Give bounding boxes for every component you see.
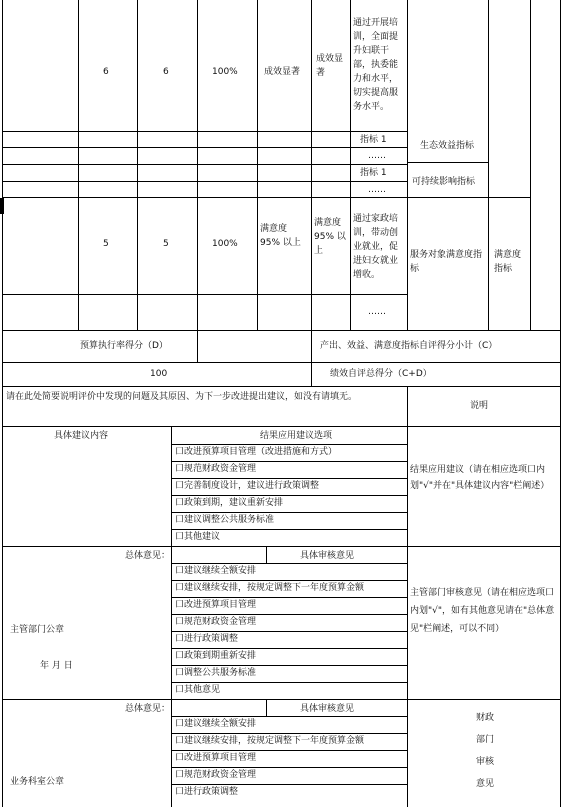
suggestion-option-2[interactable]: 口完善制度设计，建议进行政策调整: [175, 481, 320, 491]
service-satisfaction-label: 服务对象满意度指标: [410, 250, 483, 274]
suggestion-option-5[interactable]: 口其他建议: [175, 532, 221, 542]
dept-option-1[interactable]: 口建议继续安排，按规定调整下一年度预算金额: [175, 583, 365, 593]
satisfaction-label: 满意度指标: [494, 250, 522, 274]
indicator-subtotal-label: 产出、效益、满意度指标自评得分小计（C）: [320, 341, 498, 351]
indicator2-target: 满意度 95% 以上: [260, 224, 301, 248]
suggestion-content-title: 具体建议内容: [54, 431, 109, 441]
total-score-value: 100: [150, 369, 168, 379]
sub-indicator-a1: 指标 1: [360, 135, 387, 145]
total-score-label: 绩效自评总得分（C+D）: [330, 369, 432, 379]
finance-option-0[interactable]: 口建议继续全额安排: [175, 719, 257, 729]
indicator2-description: 通过家政培训，带动创业就业，促进妇女就业增收。: [353, 214, 399, 280]
dept-option-7[interactable]: 口其他意见: [175, 685, 221, 695]
indicator1-name: 成效显著: [316, 54, 344, 78]
left-margin-marker: [0, 198, 4, 214]
suggestion-option-4[interactable]: 口建议调整公共服务标准: [175, 515, 275, 525]
indicator1-value-b: 6: [163, 67, 169, 77]
suggestion-option-0[interactable]: 口改进预算项目管理（改进措施和方式）: [175, 447, 338, 457]
ellipsis-2: ……: [368, 185, 386, 195]
note-text: 请在此处简要说明评价中发现的问题及其原因、为下一步改进提出建议，如没有请填无。: [6, 392, 358, 402]
finance-option-1[interactable]: 口建议继续安排，按规定调整下一年度预算金额: [175, 736, 365, 746]
dept-option-6[interactable]: 口调整公共服务标准: [175, 668, 257, 678]
finance-detail-header: 具体审核意见: [300, 704, 355, 714]
finance-option-4[interactable]: 口进行政策调整: [175, 787, 239, 797]
finance-label-line-2: 审核: [476, 757, 495, 767]
dept-date: 年 月 日: [40, 661, 73, 671]
eco-benefit-label: 生态效益指标: [420, 141, 475, 151]
suggestion-option-3[interactable]: 口政策到期，建议重新安排: [175, 498, 284, 508]
finance-option-2[interactable]: 口改进预算项目管理: [175, 753, 257, 763]
indicator1-description: 通过开展培训，全面提升妇联干部，执委能力和水平，切实提高服务水平。: [353, 18, 399, 112]
dept-option-2[interactable]: 口改进预算项目管理: [175, 600, 257, 610]
suggestion-option-1[interactable]: 口规范财政资金管理: [175, 464, 257, 474]
dept-option-4[interactable]: 口进行政策调整: [175, 634, 239, 644]
indicator1-value-a: 6: [103, 67, 109, 77]
finance-seal-label: 业务科室公章: [10, 777, 65, 787]
ellipsis-1: ……: [368, 151, 386, 161]
sub-indicator-b1: 指标 1: [360, 168, 387, 178]
indicator2-value-c: 100%: [212, 239, 238, 249]
suggestion-label: 结果应用建议（请在相应选项口内划"√"并在"具体建议内容"栏阐述）: [410, 465, 550, 491]
finance-option-3[interactable]: 口规范财政资金管理: [175, 770, 257, 780]
dept-seal-label: 主管部门公章: [10, 625, 65, 635]
dept-overall-opinion: 总体意见：: [125, 551, 171, 561]
dept-review-label: 主管部门审核意见（请在相应选项口内划"√"，如有其他意见请在"总体意见"栏阐述，可以不同）: [410, 588, 555, 634]
finance-label-line-1: 部门: [476, 735, 495, 745]
indicator1-value-c: 100%: [212, 67, 238, 77]
dept-option-3[interactable]: 口规范财政资金管理: [175, 617, 257, 627]
dept-option-5[interactable]: 口政策到期重新安排: [175, 651, 257, 661]
sustain-impact-label: 可持续影响指标: [412, 177, 476, 187]
suggestion-options-header: 结果应用建议选项: [260, 431, 333, 441]
indicator2-value-b: 5: [163, 239, 169, 249]
ellipsis-3: ……: [368, 307, 386, 317]
dept-detail-header: 具体审核意见: [300, 551, 355, 561]
indicator2-name: 满意度 95% 以上: [314, 218, 346, 256]
indicator2-value-a: 5: [103, 239, 109, 249]
note-label: 说明: [470, 401, 489, 411]
indicator1-target: 成效显著: [264, 67, 301, 77]
finance-overall-opinion: 总体意见：: [125, 704, 171, 714]
budget-execution-score-label: 预算执行率得分（D）: [80, 341, 168, 351]
finance-label-line-3: 意见: [476, 779, 495, 789]
dept-option-0[interactable]: 口建议继续全额安排: [175, 566, 257, 576]
finance-label-line-0: 财政: [476, 713, 495, 723]
